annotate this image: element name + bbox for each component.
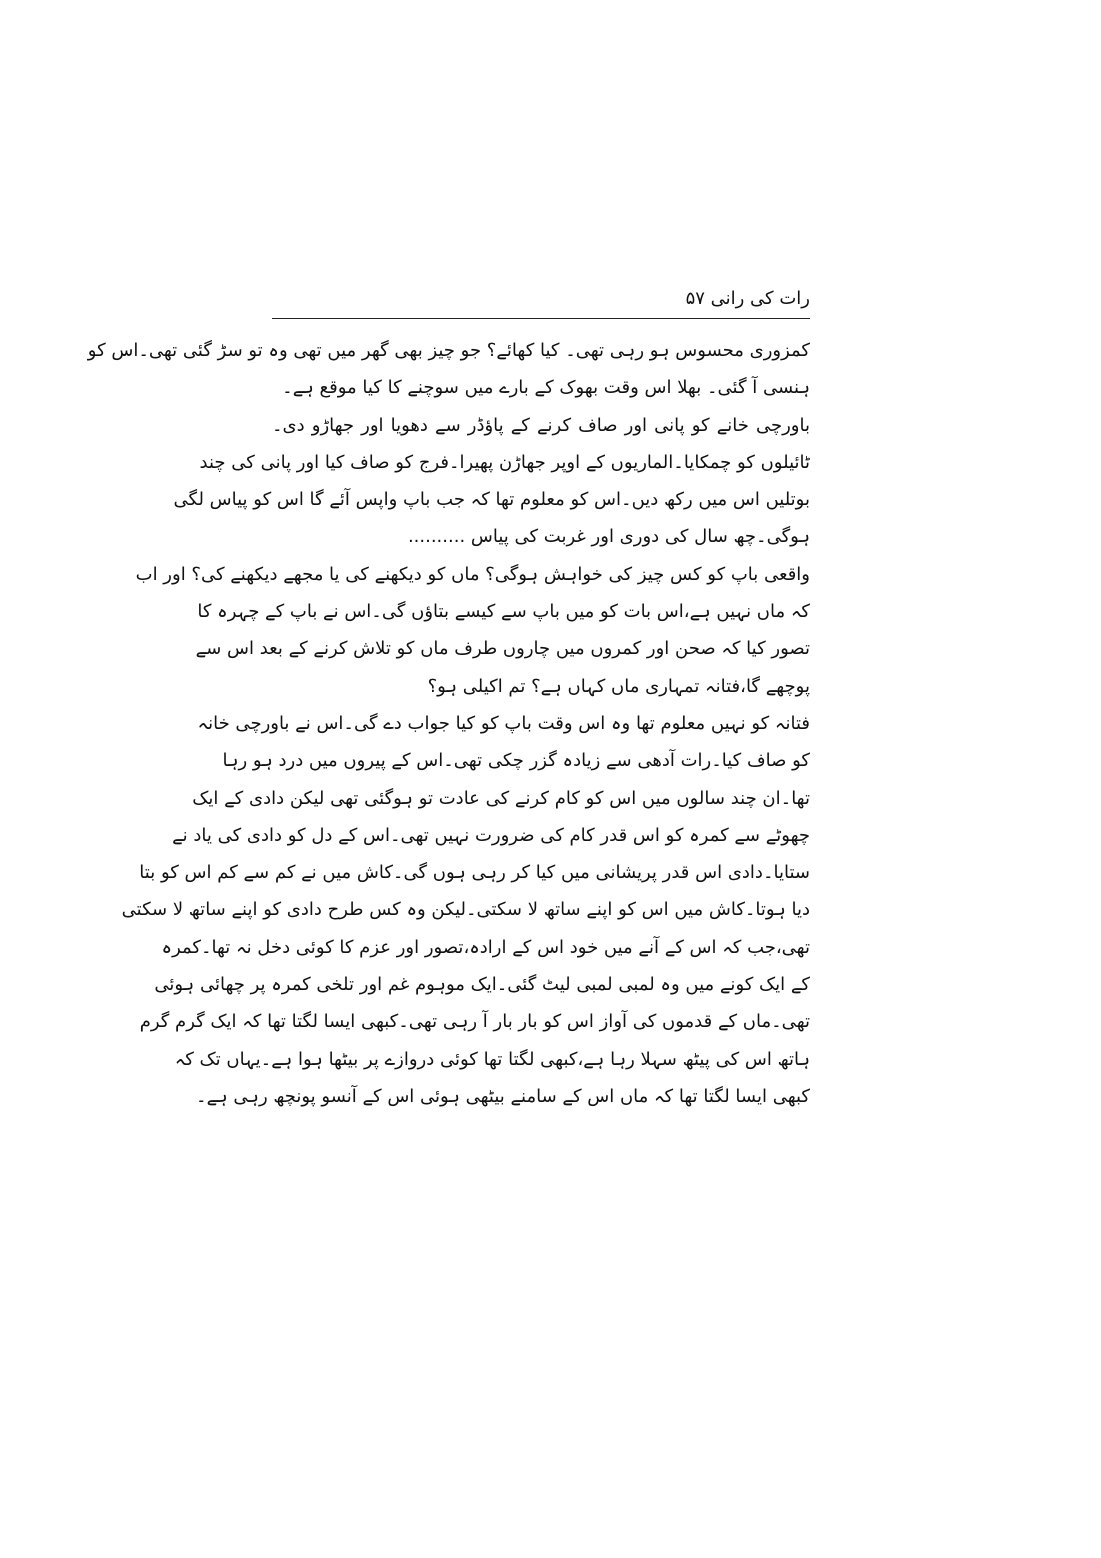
text-line: کے ایک کونے میں وہ لمبی لمبی لیٹ گئی۔ایک موہوم غم اور تلخی کمرہ پر چھائی ہوئی [154,974,810,996]
header-rule [272,318,810,319]
text-line: ہاتھ اس کی پیٹھ سہلا رہا ہے،کبھی لگتا تھا کوئی دروازے پر بیٹھا ہوا ہے۔یہاں تک کہ [174,1048,810,1070]
text-line: تصور کیا کہ صحن اور کمروں میں چاروں طرف ماں کو تلاش کرنے کے بعد اس سے [195,638,810,660]
text-line: بوتلیں اس میں رکھ دیں۔اس کو معلوم تھا کہ جب باپ واپس آئے گا اس کو پیاس لگی [173,489,810,511]
text-line: تھی۔ماں کے قدموں کی آواز اس کو بار بار آ رہی تھی۔کبھی ایسا لگتا تھا کہ ایک گرم گرم [139,1011,810,1033]
text-line: چھوٹے سے کمرہ کو اس قدر کام کی ضرورت نہیں تھی۔اس کے دل کو دادی کی یاد نے [172,824,810,846]
body-text [87,332,810,1115]
running-head: رات کی رانی ۵۷ [685,288,810,309]
text-line: کمزوری محسوس ہو رہی تھی۔ کیا کھائے؟ جو چیز بھی گھر میں تھی وہ تو سڑ گئی تھی۔اس کو [87,340,810,361]
text-line: ہوگی۔چھ سال کی دوری اور غربت کی پیاس .......... [407,526,810,548]
text-line: دیا ہوتا۔کاش میں اس کو اپنے ساتھ لا سکتی۔لیکن وہ کس طرح دادی کو اپنے ساتھ لا سکتی [121,899,810,921]
text-line: ٹائیلوں کو چمکایا۔الماریوں کے اوپر جھاڑن پھیرا۔فرج کو صاف کیا اور پانی کی چند [199,451,810,473]
text-line: کو صاف کیا۔رات آدھی سے زیادہ گزر چکی تھی۔اس کے پیروں میں درد ہو رہا [222,750,810,772]
text-line: تھا۔ان چند سالوں میں اس کو کام کرنے کی عادت تو ہوگئی تھی لیکن دادی کے ایک [192,787,810,809]
text-line: ہنسی آ گئی۔ بھلا اس وقت بھوک کے بارے میں سوچنے کا کیا موقع ہے۔ [282,377,810,399]
text-line: فتانہ کو نہیں معلوم تھا وہ اس وقت باپ کو کیا جواب دے گی۔اس نے باورچی خانہ [197,712,810,734]
text-line: تھی،جب کہ اس کے آنے میں خود اس کے ارادہ،تصور اور عزم کا کوئی دخل نہ تھا۔کمرہ [161,936,810,958]
text-line: پوچھے گا،فتانہ تمہاری ماں کہاں ہے؟ تم اکیلی ہو؟ [427,675,810,697]
text-line: واقعی باپ کو کس چیز کی خواہش ہوگی؟ ماں کو دیکھنے کی یا مجھے دیکھنے کی؟ اور اب [135,563,810,585]
text-line: کہ ماں نہیں ہے،اس بات کو میں باپ سے کیسے بتاؤں گی۔اس نے باپ کے چہرہ کا [197,601,810,623]
text-line: ستایا۔دادی اس قدر پریشانی میں کیا کر رہی ہوں گی۔کاش میں نے کم سے کم اس کو بتا [139,862,810,884]
text-line: باورچی خانے کو پانی اور صاف کرنے کے پاؤڈر سے دھویا اور جھاڑو دی۔ [272,414,810,436]
text-line: کبھی ایسا لگتا تھا کہ ماں اس کے سامنے بیٹھی ہوئی اس کے آنسو پونچھ رہی ہے۔ [196,1085,810,1107]
